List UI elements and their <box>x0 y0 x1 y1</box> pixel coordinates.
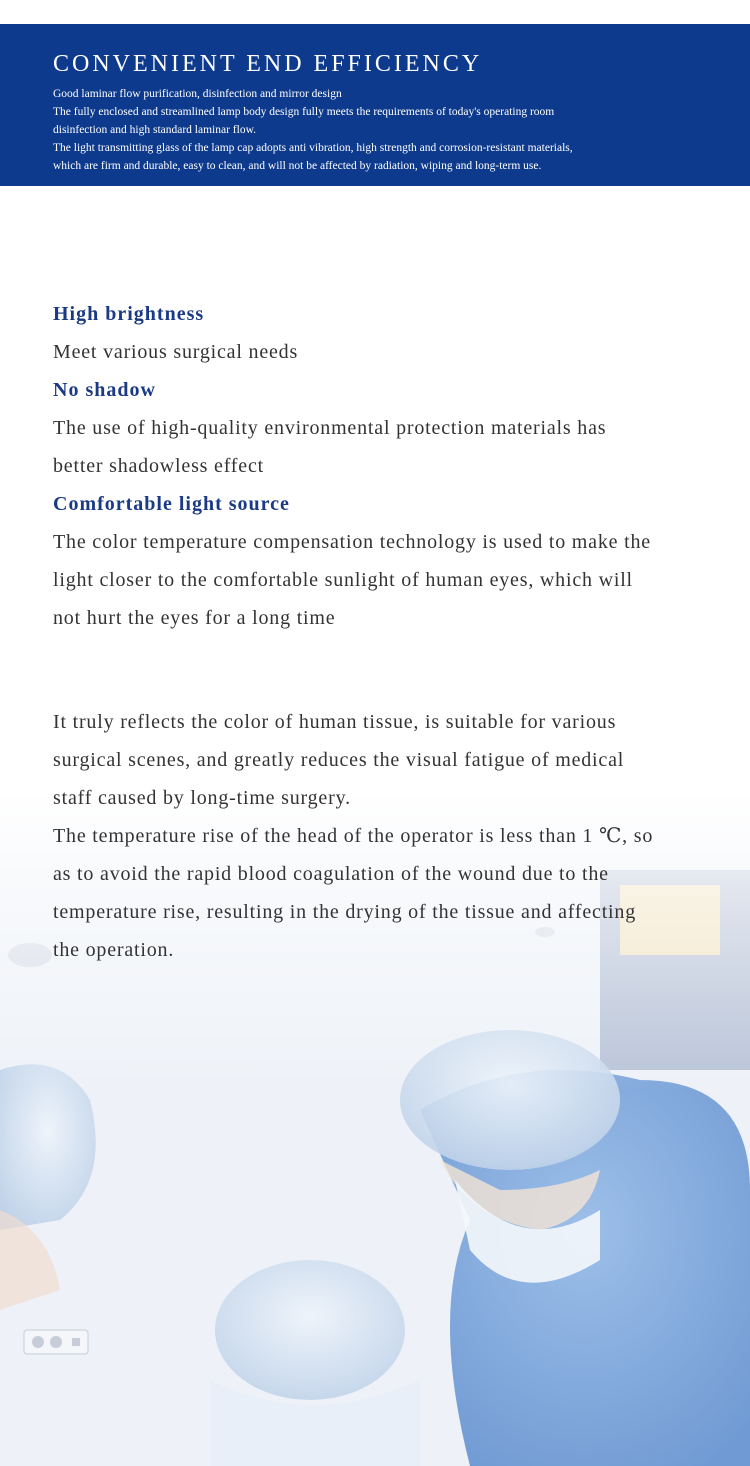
feature-body: light closer to the comfortable sunlight of human eyes, which will <box>53 569 633 591</box>
efficiency-banner <box>0 24 750 186</box>
paragraph-line: the operation. <box>53 939 175 961</box>
description-paragraph <box>53 703 733 969</box>
feature-body: The use of high-quality environmental protection materials has <box>53 417 607 439</box>
feature-body: better shadowless effect <box>53 455 264 477</box>
paragraph-line: staff caused by long-time surgery. <box>53 787 351 809</box>
banner-line: which are firm and durable, easy to clean, and will not be affected by radiation, wiping and long-term use. <box>53 160 542 172</box>
feature-heading-comfortable-light: Comfortable light source <box>53 493 290 515</box>
banner-title: CONVENIENT END EFFICIENCY <box>53 51 483 77</box>
banner-line: Good laminar flow purification, disinfection and mirror design <box>53 88 342 100</box>
paragraph-line: The temperature rise of the head of the operator is less than 1 ℃, so <box>53 825 654 847</box>
paragraph-line: temperature rise, resulting in the drying of the tissue and affecting <box>53 901 637 923</box>
feature-list <box>53 295 733 637</box>
paragraph-line: surgical scenes, and greatly reduces the visual fatigue of medical <box>53 749 625 771</box>
feature-body: The color temperature compensation technology is used to make the <box>53 531 651 553</box>
feature-heading-high-brightness: High brightness <box>53 303 205 325</box>
banner-line: disinfection and high standard laminar flow. <box>53 124 257 136</box>
banner-line: The fully enclosed and streamlined lamp body design fully meets the requirements of today's operating room <box>53 106 555 118</box>
feature-body: Meet various surgical needs <box>53 341 299 363</box>
paragraph-line: It truly reflects the color of human tissue, is suitable for various <box>53 711 617 733</box>
feature-body: not hurt the eyes for a long time <box>53 607 336 629</box>
banner-line: The light transmitting glass of the lamp cap adopts anti vibration, high strength and corrosion-resistant materials, <box>53 142 573 154</box>
feature-heading-no-shadow: No shadow <box>53 379 156 401</box>
paragraph-line: as to avoid the rapid blood coagulation of the wound due to the <box>53 863 609 885</box>
